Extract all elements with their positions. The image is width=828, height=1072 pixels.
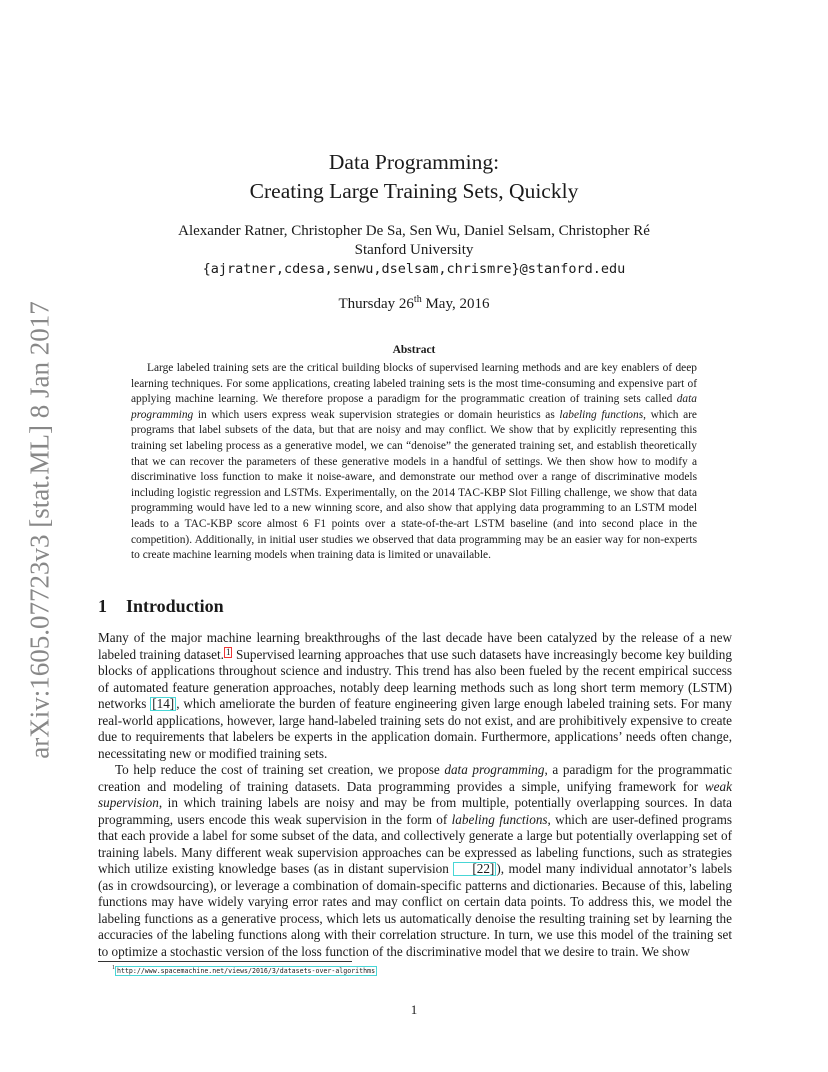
paragraph-1 [98, 630, 732, 762]
date-ordinal: th [413, 294, 422, 305]
p2-text-4: , which are user-defined programs that each provide a label for some subset of the data, and collectively generate a large but potentially overlapping set of training labels. Many different weak supervision approaches can be expressed as labeling functions, such as strategies which utilize existing knowledge bases (as in distant supervision [98, 811, 732, 876]
p2-text-3: , in which training labels are noisy and may be from multiple, potentially overlapping sources. In data programming, users encode this weak supervision in the form of [98, 795, 732, 827]
citation-link-22[interactable]: [22] [453, 862, 496, 876]
footnote-mark: 1 [112, 965, 115, 971]
p1-text-3: , which ameliorate the burden of feature engineering given large enough labeled training sets. For many real-world applications, however, large hand-labeled training sets do not exist, and are prohibitively expensive to create due to requirements that labelers be experts in the application domain. Furthermore, applications’ needs often change, necessitating new or modified training sets. [98, 696, 732, 761]
body-text [98, 630, 732, 960]
abstract-emphasis-2: labeling functions [559, 408, 644, 421]
p1-text-2: Supervised learning approaches that use such datasets have increasingly become key building blocks of applications throughout science and industry. This trend has also been fueled by the recent empirical success of automated feature generation approaches, notably deep learning methods such as long short term memory (LSTM) networks [98, 646, 732, 711]
footnote [112, 965, 377, 975]
date-suffix: May, 2016 [421, 296, 490, 312]
arxiv-identifier: arXiv:1605.07723v3 [stat.ML] 8 Jan 2017 [24, 301, 55, 759]
author-block [0, 222, 828, 279]
p2-emphasis-3: labeling functions [451, 811, 548, 827]
arxiv-sidebar [18, 290, 62, 770]
date-prefix: Thursday 26 [338, 296, 414, 312]
p2-text-1: To help reduce the cost of training set creation, we propose [115, 762, 445, 777]
footnote-rule [98, 961, 352, 962]
footnote-link[interactable]: 1 [225, 646, 231, 657]
p2-emphasis-2: weak supervision [98, 778, 732, 810]
p2-text-2: , a paradigm for the programmatic creation and modeling of training datasets. Data programming provides a simple, unifying framework for [98, 762, 732, 794]
abstract-emphasis-1: data programming [131, 393, 697, 421]
p2-emphasis-1: data programming [444, 762, 545, 777]
page-number: 1 [410, 1002, 418, 1017]
author-names: Alexander Ratner, Christopher De Sa, Sen Wu, Daniel Selsam, Christopher Ré [178, 223, 650, 239]
section-title: Introduction [126, 596, 224, 616]
paragraph-2 [98, 762, 732, 960]
abstract-text-3: , which are programs that label subsets of the data, but that are noisy and may conflict. We show that by explicitly representing this training set labeling process as a generative model, we can “denoise” the generated training set, and establish theoretically that we can recover the parameters of these generative models in a handful of settings. We then show how to modify a discriminative loss function to make it noise-aware, and demonstrate our method over a range of discriminative models including logistic regression and LSTMs. Experimentally, on the 2014 TAC-KBP Slot Filling challenge, we show that data programming would have led to a new winning score, and also show that applying data programming to an LSTM model leads to a TAC-KBP score almost 6 F1 points over a state-of-the-art LSTM baseline (and into second place in the competition). Additionally, in initial user studies we observed that data programming may be an easier way for non-experts to create machine learning models when training data is limited or unavailable. [131, 408, 697, 562]
citation-link-14[interactable]: [14] [152, 696, 175, 711]
paper-title [0, 148, 828, 206]
author-emails: {ajratner,cdesa,senwu,dselsam,chrismre}@stanford.edu [202, 261, 626, 277]
paper-date [0, 294, 828, 313]
affiliation: Stanford University [354, 242, 474, 258]
p1-text-1: Many of the major machine learning breakthroughs of the last decade have been catalyzed by the release of a new labeled training dataset. [98, 630, 732, 662]
abstract-text-2: in which users express weak supervision strategies or domain heuristics as [193, 408, 560, 421]
abstract-text [131, 361, 697, 564]
section-heading [98, 596, 224, 617]
abstract-text-1: Large labeled training sets are the critical building blocks of supervised learning methods and are key enablers of deep learning techniques. For some applications, creating labeled training sets is the most time-consuming and expensive part of applying machine learning. We therefore propose a paradigm for the programmatic creation of training sets called [131, 362, 697, 406]
p2-text-5: ), model many individual annotator’s labels (as in crowdsourcing), or leverage a combination of domain-specific patterns and dictionaries. Because of this, labeling functions may have widely varying error rates and may conflict on certain data points. To address this, we model the labeling functions as a generative process, which lets us automatically denoise the resulting training set by learning the accuracies of the labeling functions along with their correlation structure. In turn, we use this model of the training set to optimize a stochastic version of the loss function of the discriminative model that we desire to train. We show [98, 861, 732, 959]
section-number: 1 [98, 596, 107, 616]
abstract-heading: Abstract [392, 344, 436, 356]
footnote-url-link[interactable]: http://www.spacemachine.net/views/2016/3/datasets-over-algorithms [117, 966, 376, 975]
title-line-1: Data Programming: [328, 150, 500, 174]
title-line-2: Creating Large Training Sets, Quickly [249, 179, 579, 203]
